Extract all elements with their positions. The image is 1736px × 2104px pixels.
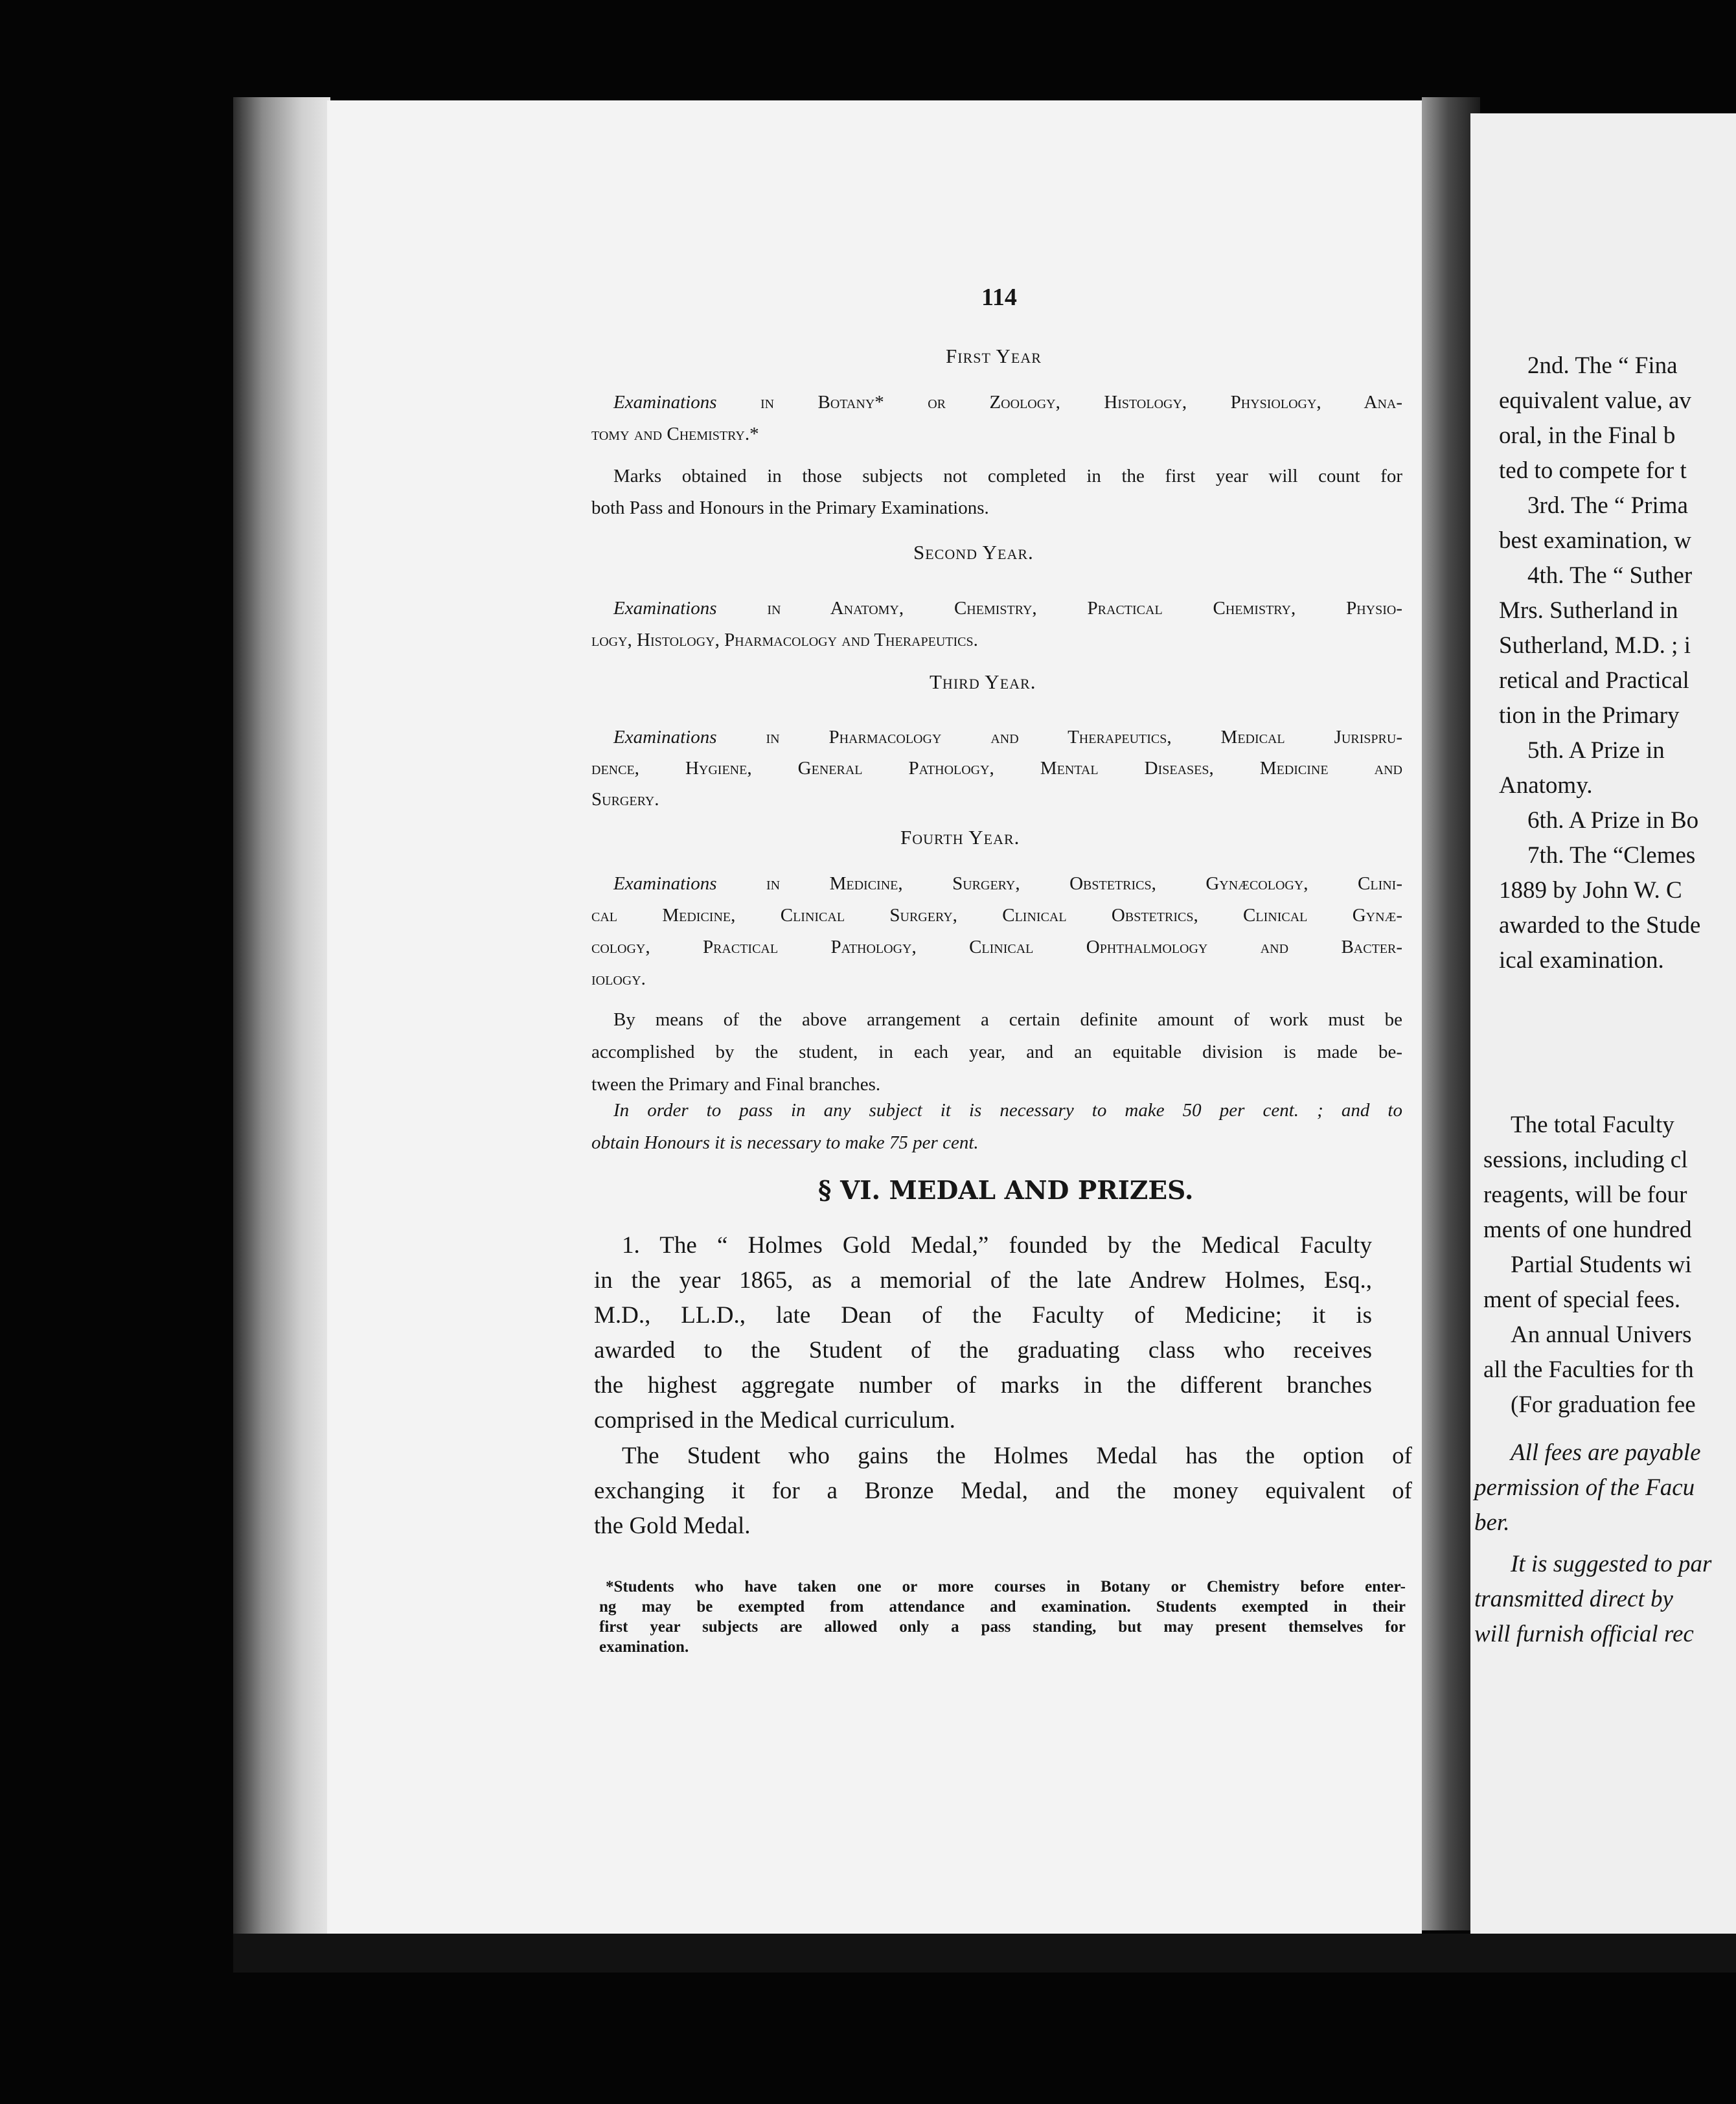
pass-rule-line: obtain Honours it is necessary to make 75 per cent. bbox=[591, 1132, 979, 1153]
right-line: ber. bbox=[1474, 1509, 1510, 1536]
right-line: all the Faculties for th bbox=[1483, 1356, 1694, 1383]
right-line: sessions, including cl bbox=[1483, 1147, 1688, 1173]
arrangement-line: accomplished by the student, in each year, and an equitable division is made be- bbox=[591, 1042, 1402, 1062]
right-line: 7th. The “Clemes bbox=[1527, 842, 1696, 869]
footnote-line: examination. bbox=[599, 1638, 689, 1656]
right-line: It is suggested to par bbox=[1511, 1551, 1712, 1577]
footnote-line: *Students who have taken one or more courses in Botany or Chemistry before enter- bbox=[606, 1578, 1406, 1595]
right-line: reagents, will be four bbox=[1483, 1182, 1687, 1208]
first-year-subjects: in Botany* or Zoology, Histology, Physiology, Ana- bbox=[760, 392, 1403, 413]
fourth-year-subjects: in Medicine, Surgery, Obstetrics, Gynæcology, Clini- bbox=[766, 873, 1402, 894]
fourth-year-exams-line: cal Medicine, Clinical Surgery, Clinical Obstetrics, Clinical Gynæ- bbox=[591, 905, 1402, 926]
holmes-line: M.D., LL.D., late Dean of the Faculty of Medicine; it is bbox=[594, 1302, 1372, 1329]
fourth-year-exams-line bbox=[613, 868, 1402, 900]
first-year-heading: First Year bbox=[946, 345, 1042, 367]
right-line: The total Faculty bbox=[1511, 1112, 1674, 1138]
third-year-heading: Third Year. bbox=[930, 670, 1036, 693]
arrangement-line: By means of the above arrangement a certain definite amount of work must be bbox=[613, 1009, 1402, 1030]
right-line: 6th. A Prize in Bo bbox=[1527, 807, 1699, 834]
third-year-exams-line: dence, Hygiene, General Pathology, Mental Diseases, Medicine and bbox=[591, 758, 1402, 779]
marks-line: Marks obtained in those subjects not completed in the first year will count for bbox=[613, 466, 1402, 486]
right-line: Anatomy. bbox=[1499, 772, 1593, 799]
holmes-option-line: exchanging it for a Bronze Medal, and the money equivalent of bbox=[594, 1478, 1412, 1504]
right-line: ment of special fees. bbox=[1483, 1286, 1681, 1313]
right-line: Sutherland, M.D. ; i bbox=[1499, 632, 1691, 659]
right-line: oral, in the Final b bbox=[1499, 422, 1676, 449]
first-year-exams-line: tomy and Chemistry.* bbox=[591, 424, 759, 444]
marks-line: both Pass and Honours in the Primary Examinations. bbox=[591, 497, 989, 518]
holmes-line: in the year 1865, as a memorial of the late Andrew Holmes, Esq., bbox=[594, 1267, 1372, 1294]
right-line: An annual Univers bbox=[1511, 1321, 1692, 1348]
right-line: transmitted direct by bbox=[1474, 1586, 1673, 1612]
second-year-heading: Second Year. bbox=[913, 541, 1034, 564]
second-year-exams-line: logy, Histology, Pharmacology and Therapeutics. bbox=[591, 630, 978, 650]
right-line: ted to compete for t bbox=[1499, 457, 1687, 484]
third-year-exams-line: Surgery. bbox=[591, 789, 659, 810]
second-year-subjects: in Anatomy, Chemistry, Practical Chemistry, Physio- bbox=[767, 598, 1402, 619]
bottom-shadow bbox=[233, 1934, 1736, 1973]
right-line: awarded to the Stude bbox=[1499, 912, 1701, 939]
right-line: tion in the Primary bbox=[1499, 702, 1680, 729]
right-page bbox=[1470, 113, 1736, 1934]
right-line: 2nd. The “ Fina bbox=[1527, 352, 1678, 379]
right-line: will furnish official rec bbox=[1474, 1621, 1694, 1647]
fourth-year-heading: Fourth Year. bbox=[900, 826, 1020, 849]
right-line: 5th. A Prize in bbox=[1527, 737, 1665, 764]
right-line: (For graduation fee bbox=[1511, 1391, 1696, 1418]
exams-label: Examinations bbox=[613, 392, 717, 413]
exams-label: Examinations bbox=[613, 727, 717, 748]
right-line: 3rd. The “ Prima bbox=[1527, 492, 1688, 519]
right-line: Partial Students wi bbox=[1511, 1252, 1692, 1278]
right-line: equivalent value, av bbox=[1499, 387, 1691, 414]
holmes-line: awarded to the Student of the graduating class who receives bbox=[594, 1337, 1372, 1364]
third-year-exams-line bbox=[613, 722, 1402, 753]
third-year-subjects: in Pharmacology and Therapeutics, Medical Jurispru- bbox=[766, 727, 1402, 748]
book-fore-edge bbox=[233, 97, 330, 1937]
right-line: 4th. The “ Suther bbox=[1527, 562, 1693, 589]
holmes-option-line: The Student who gains the Holmes Medal has the option of bbox=[622, 1443, 1412, 1469]
footnote-line: first year subjects are allowed only a pass standing, but may present themselves for bbox=[599, 1618, 1406, 1636]
right-line: ical examination. bbox=[1499, 947, 1664, 974]
holmes-option-line: the Gold Medal. bbox=[594, 1513, 751, 1539]
right-line: 1889 by John W. C bbox=[1499, 877, 1682, 904]
right-line: Mrs. Sutherland in bbox=[1499, 597, 1678, 624]
footnote-line: ng may be exempted from attendance and examination. Students exempted in their bbox=[599, 1598, 1406, 1616]
exams-label: Examinations bbox=[613, 873, 717, 894]
first-year-exams-line bbox=[613, 387, 1402, 418]
holmes-line: the highest aggregate number of marks in the different branches bbox=[594, 1372, 1372, 1399]
right-line: All fees are payable bbox=[1511, 1439, 1701, 1466]
right-line: retical and Practical bbox=[1499, 667, 1689, 694]
right-line: permission of the Facu bbox=[1474, 1474, 1695, 1501]
second-year-exams-line bbox=[613, 593, 1402, 624]
holmes-line: 1. The “ Holmes Gold Medal,” founded by the Medical Faculty bbox=[622, 1232, 1372, 1259]
right-line: best examination, w bbox=[1499, 527, 1691, 554]
holmes-line: comprised in the Medical curriculum. bbox=[594, 1407, 955, 1434]
arrangement-line: tween the Primary and Final branches. bbox=[591, 1074, 881, 1095]
page-number: 114 bbox=[981, 284, 1017, 311]
fourth-year-exams-line: cology, Practical Pathology, Clinical Ophthalmology and Bacter- bbox=[591, 937, 1402, 957]
pass-rule-line: In order to pass in any subject it is necessary to make 50 per cent. ; and to bbox=[613, 1100, 1402, 1121]
fourth-year-exams-line: iology. bbox=[591, 968, 646, 989]
right-line: ments of one hundred bbox=[1483, 1217, 1692, 1243]
section-title: § VI. MEDAL AND PRIZES. bbox=[818, 1176, 1194, 1206]
exams-label: Examinations bbox=[613, 598, 717, 619]
